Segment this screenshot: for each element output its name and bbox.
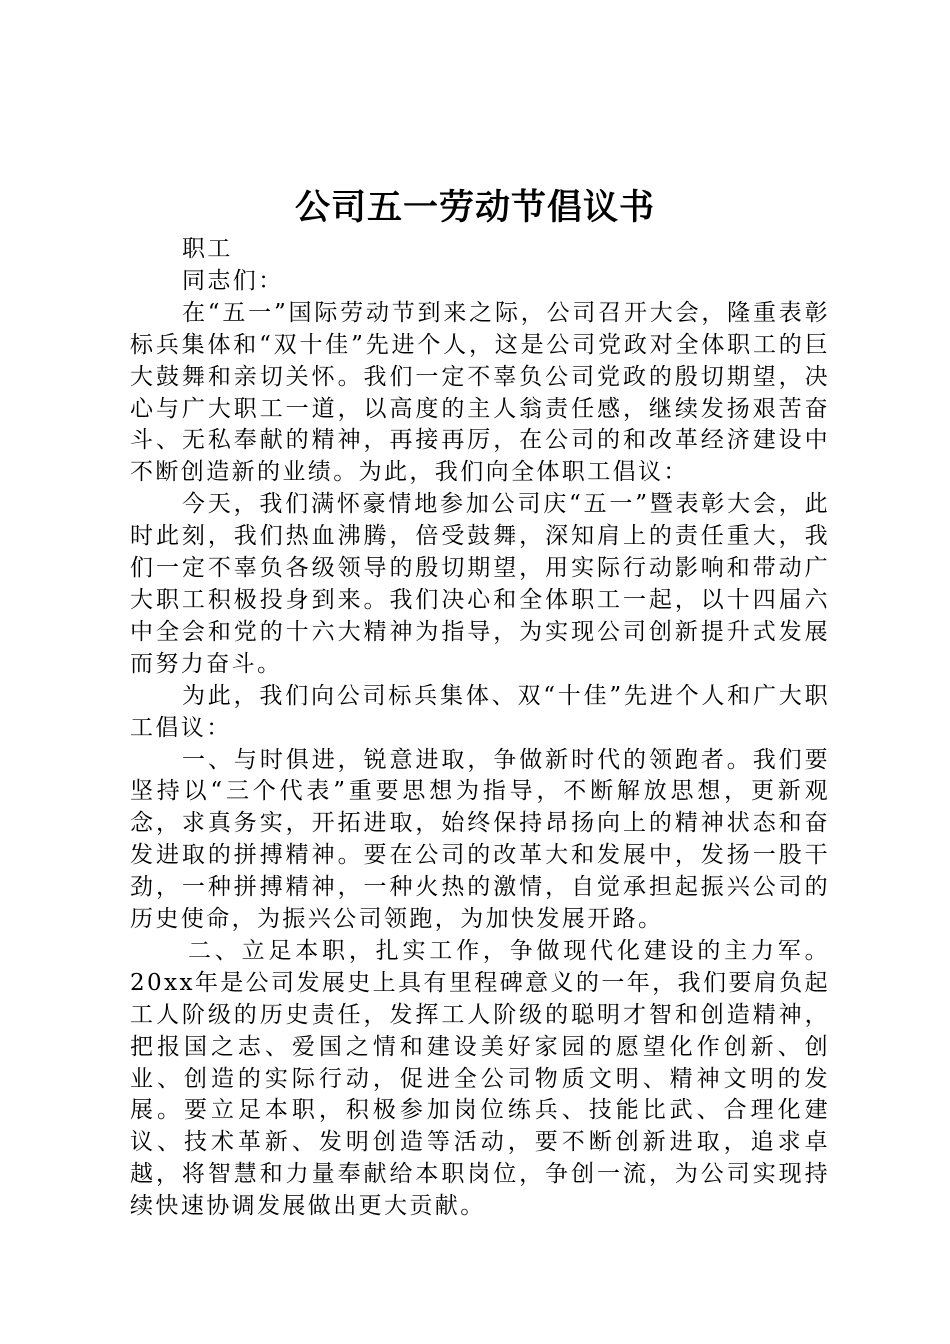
body-paragraph: 在“五一”国际劳动节到来之际，公司召开大会，隆重表彰标兵集体和“双十佳”先进个人，这是公司党政对全体职工的巨大鼓舞和亲切关怀。我们一定不辜负公司党政的殷切期望，决心与广大职工一道，以高度的主人翁责任感，继续发扬艰苦奋斗、无私奉献的精神，再接再厉，在公司的和改革经济建设中不断创造新的业绩。为此，我们向全体职工倡议： xyxy=(130,299,830,486)
salutation-line-1: 职工 xyxy=(182,236,233,262)
body-paragraph: 一、与时俱进，锐意进取，争做新时代的领跑者。我们要坚持以“三个代表”重要思想为指导，不断解放思想，更新观念，求真务实，开拓进取，始终保持昂扬向上的精神状态和奋发进取的拼搏精神。要在公司的改革大和发展中，发扬一股干劲，一种拼搏精神，一种火热的激情，自觉承担起振兴公司的历史使命，为振兴公司领跑，为加快发展开路。 xyxy=(130,746,830,933)
body-paragraph: 二、立足本职，扎实工作，争做现代化建设的主力军。20xx年是公司发展史上具有里程碑意义的一年，我们要肩负起工人阶级的历史责任，发挥工人阶级的聪明才智和创造精神，把报国之志、爱国之情和建设美好家园的愿望化作创新、创业、创造的实际行动，促进全公司物质文明、精神文明的发展。要立足本职，积极参加岗位练兵、技能比武、合理化建议、技术革新、发明创造等活动，要不断创新进取，追求卓越，将智慧和力量奉献给本职岗位，争创一流，为公司实现持续快速协调发展做出更大贡献。 xyxy=(130,937,830,1220)
document-body xyxy=(130,234,830,1223)
salutation-line-2: 同志们： xyxy=(182,267,284,294)
body-paragraph: 今天，我们满怀豪情地参加公司庆“五一”暨表彰大会，此时此刻，我们热血沸腾，倍受鼓舞，深知肩上的责任重大，我们一定不辜负各级领导的殷切期望，用实际行动影响和带动广大职工积极投身到来。我们决心和全体职工一起，以十四届六中全会和党的十六大精神为指导，为实现公司创新提升式发展而努力奋斗。 xyxy=(130,491,830,677)
document-title: 公司五一劳动节倡议书 xyxy=(294,188,655,228)
body-paragraph: 为此，我们向公司标兵集体、双“十佳”先进个人和广大职工倡议： xyxy=(130,682,830,741)
